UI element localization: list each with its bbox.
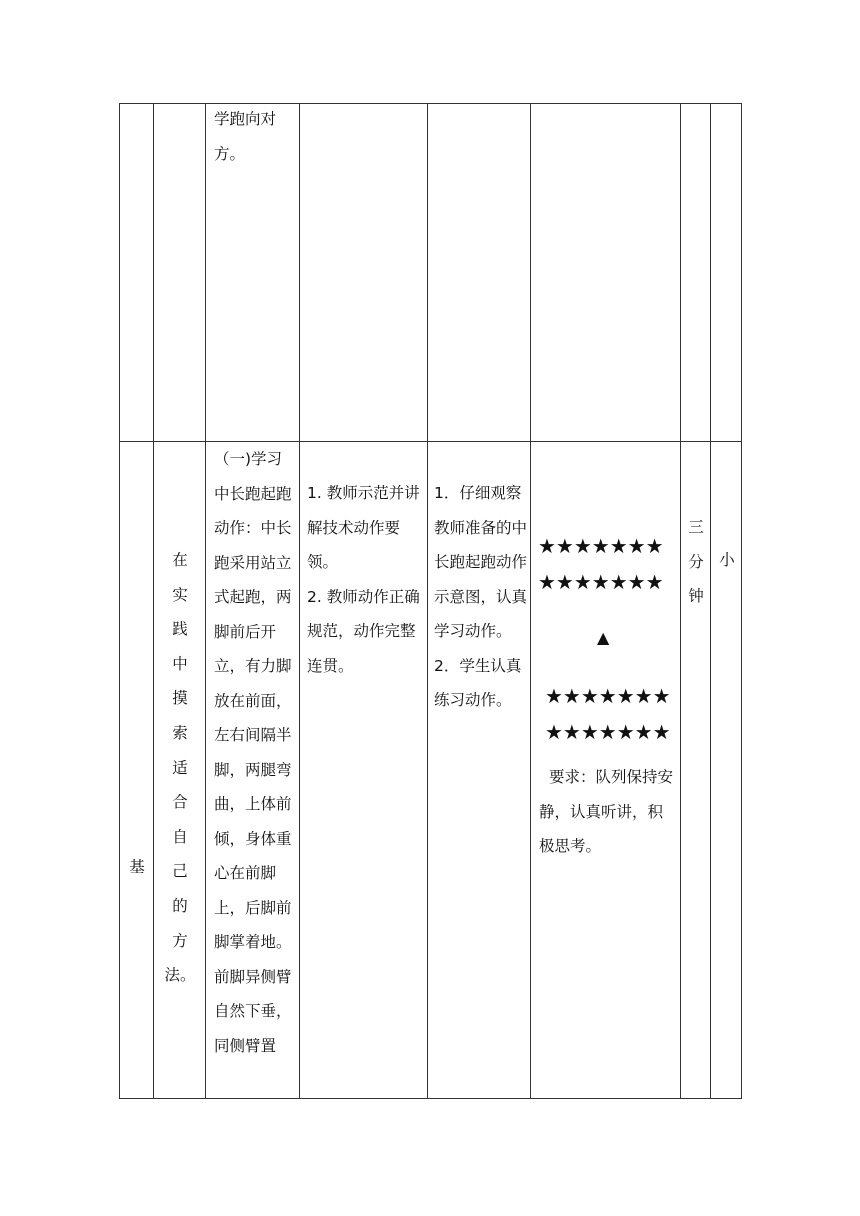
goal-char: 中 bbox=[172, 654, 188, 673]
col-border-7 bbox=[680, 103, 681, 1099]
goal-char: 摸 bbox=[172, 689, 188, 708]
student-formation-row: ★★★★★★★ bbox=[538, 570, 664, 594]
col-border-2 bbox=[153, 103, 154, 1099]
goal-char: 在 bbox=[172, 551, 188, 569]
time-char: 三 bbox=[688, 518, 704, 536]
row-divider bbox=[119, 441, 742, 442]
content-cell-continued: 学跑向对方。 bbox=[214, 110, 277, 163]
teacher-position-marker: ▲ bbox=[597, 628, 610, 647]
table-top-border bbox=[119, 103, 742, 104]
col-border-1 bbox=[119, 103, 120, 1099]
col-border-5 bbox=[427, 103, 428, 1099]
goal-char: 践 bbox=[172, 620, 188, 639]
content-cell: （一)学习中长跑起跑动作：中长跑采用站立式起跑，两脚前后开立，有力脚放在前面，左右间隔半脚，两腿弯曲，上体前倾，身体重心在前脚上，后脚前脚掌着地。前脚异侧臂自然下垂，同侧臂置 bbox=[214, 450, 292, 1055]
formation-requirement: 要求：队列保持安静，认真听讲，积极思考。 bbox=[539, 768, 674, 855]
col-border-3 bbox=[205, 103, 206, 1099]
student-item: 2．学生认真练习动作。 bbox=[434, 656, 522, 709]
goal-char: 索 bbox=[172, 723, 188, 742]
time-char: 分 bbox=[688, 552, 704, 571]
student-formation-row: ★★★★★★★ bbox=[545, 684, 671, 708]
col-border-4 bbox=[299, 103, 300, 1099]
teacher-item: 1. 教师示范并讲解技术动作要领。 bbox=[307, 484, 420, 571]
goal-char: 实 bbox=[172, 585, 188, 604]
goal-char: 适 bbox=[172, 758, 188, 777]
goal-char: 己 bbox=[172, 862, 188, 881]
goal-cell bbox=[156, 543, 204, 993]
goal-char: 法。 bbox=[164, 966, 196, 985]
student-formation-row: ★★★★★★★ bbox=[538, 534, 664, 558]
goal-char: 自 bbox=[172, 827, 188, 846]
col-border-6 bbox=[530, 103, 531, 1099]
student-activity-cell bbox=[434, 476, 528, 718]
time-cell bbox=[683, 510, 709, 614]
goal-char: 合 bbox=[172, 793, 188, 812]
teacher-activity-cell bbox=[307, 476, 425, 683]
goal-char: 方 bbox=[172, 931, 188, 950]
student-formation-row: ★★★★★★★ bbox=[545, 720, 671, 744]
goal-char: 的 bbox=[172, 896, 188, 915]
student-item: 1．仔细观察教师准备的中长跑起跑动作示意图，认真学习动作。 bbox=[434, 484, 528, 640]
time-char: 钟 bbox=[688, 587, 704, 606]
col-border-8 bbox=[710, 103, 711, 1099]
intensity-cell: 小 bbox=[719, 551, 735, 569]
teacher-item: 2. 教师动作正确规范，动作完整连贯。 bbox=[307, 587, 420, 675]
table-bottom-border bbox=[119, 1098, 742, 1099]
section-label: 基 bbox=[129, 858, 145, 876]
col-border-9 bbox=[741, 103, 742, 1099]
